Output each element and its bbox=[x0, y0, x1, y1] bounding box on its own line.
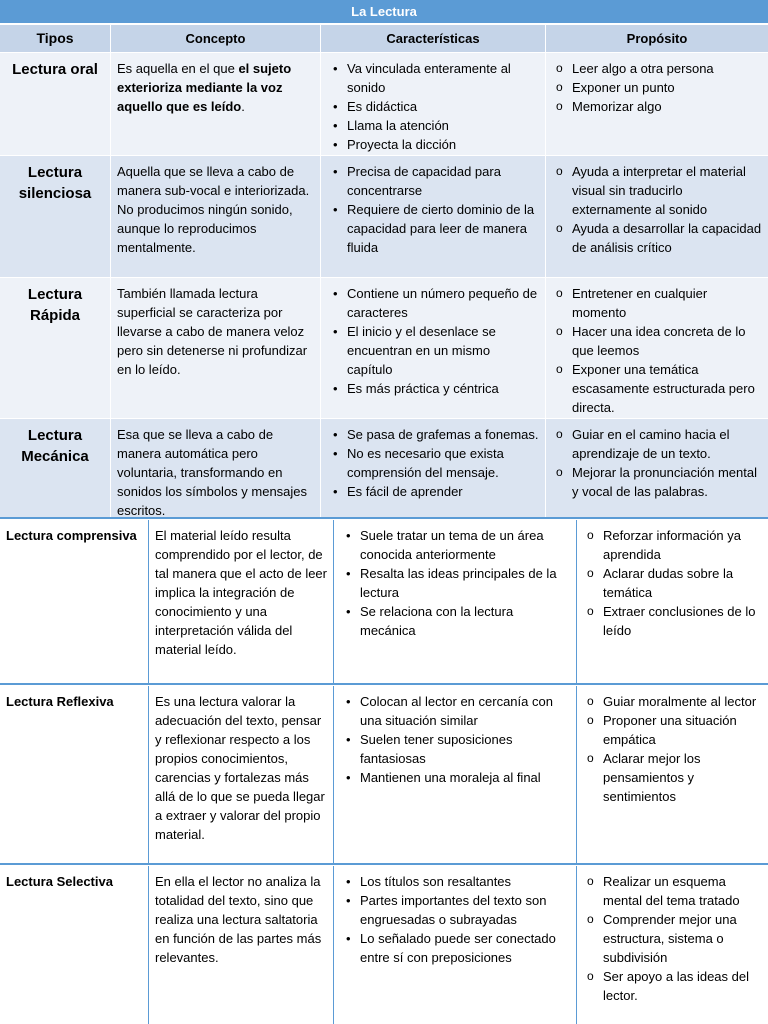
list-item: • Precisa de capacidad para concentrarse bbox=[327, 162, 539, 200]
list-item: • Lo señalado puede ser conectado entre sí con preposiciones bbox=[340, 929, 570, 967]
tipo-label: Lectura comprensiva bbox=[6, 528, 137, 543]
list-item: • Es didáctica bbox=[327, 97, 539, 116]
proposito-cell bbox=[545, 278, 768, 418]
list-item: o Aclarar mejor los pensamientos y sentimientos bbox=[583, 749, 762, 806]
tipo-label: Lectura oral bbox=[12, 61, 98, 78]
proposito-cell bbox=[576, 866, 768, 1024]
list-item: • Se relaciona con la lectura mecánica bbox=[340, 602, 570, 640]
tipo-label: Lectura Reflexiva bbox=[6, 694, 114, 709]
caracteristicas-cell bbox=[320, 419, 545, 517]
list-item: • Los títulos son resaltantes bbox=[340, 872, 570, 891]
proposito-cell bbox=[545, 156, 768, 277]
caracteristicas-cell bbox=[333, 866, 576, 1024]
list-item: • Es fácil de aprender bbox=[327, 482, 539, 501]
list-item: o Leer algo a otra persona bbox=[552, 59, 762, 78]
proposito-cell bbox=[545, 419, 768, 517]
list-item: o Exponer un punto bbox=[552, 78, 762, 97]
concepto-text: Es aquella en el que bbox=[117, 61, 239, 76]
tipo-cell bbox=[0, 866, 148, 1024]
list-item: o Memorizar algo bbox=[552, 97, 762, 116]
list-item: • Resalta las ideas principales de la lectura bbox=[340, 564, 570, 602]
concepto-bold-text: el sujeto exterioriza mediante la voz aquello que es leído bbox=[117, 61, 292, 114]
list-item: • Es más práctica y céntrica bbox=[327, 379, 539, 398]
caracteristicas-cell bbox=[333, 686, 576, 863]
list-item: o Ayuda a desarrollar la capacidad de análisis crítico bbox=[552, 219, 762, 257]
list-item: o Aclarar dudas sobre la temática bbox=[583, 564, 762, 602]
list-item: o Hacer una idea concreta de lo que leemos bbox=[552, 322, 762, 360]
list-item: • Partes importantes del texto son engruesadas o subrayadas bbox=[340, 891, 570, 929]
list-item: • Requiere de cierto dominio de la capacidad para leer de manera fluida bbox=[327, 200, 539, 257]
concepto-cell: Aquella que se lleva a cabo de manera sub-vocal e interiorizada. No producimos ningún sonido, aunque lo reproducimos mentalmente. bbox=[110, 156, 320, 277]
concepto-cell: Esa que se lleva a cabo de manera automática pero voluntaria, transformando en sonidos los símbolos y mensajes escritos. bbox=[110, 419, 320, 517]
tipo-cell bbox=[0, 53, 110, 155]
concepto-cell bbox=[110, 53, 320, 155]
list-item: • Llama la atención bbox=[327, 116, 539, 135]
list-item: o Mejorar la pronunciación mental y vocal de las palabras. bbox=[552, 463, 762, 501]
list-item: • Mantienen una moraleja al final bbox=[340, 768, 570, 787]
concepto-cell: También llamada lectura superficial se caracteriza por llevarse a cabo de manera veloz pero sin detenerse ni profundizar en lo leído. bbox=[110, 278, 320, 418]
caracteristicas-cell bbox=[320, 53, 545, 155]
list-item: • El inicio y el desenlace se encuentran en un mismo capítulo bbox=[327, 322, 539, 379]
tipo-cell bbox=[0, 278, 110, 418]
list-item: o Proponer una situación empática bbox=[583, 711, 762, 749]
list-item: o Guiar moralmente al lector bbox=[583, 692, 762, 711]
list-item: o Ser apoyo a las ideas del lector. bbox=[583, 967, 762, 1005]
table-row bbox=[0, 865, 768, 1024]
tipo-cell bbox=[0, 686, 148, 863]
list-item: o Comprender mejor una estructura, sistema o subdivisión bbox=[583, 910, 762, 967]
concepto-cell: Es una lectura valorar la adecuación del texto, pensar y reflexionar respecto a los propios conocimientos, carencias y fortalezas más allá de lo que se pueda llegar a extraer y valorar del propio material. bbox=[148, 686, 333, 863]
list-item: • Proyecta la dicción bbox=[327, 135, 539, 154]
header-concepto: Concepto bbox=[110, 25, 320, 52]
concepto-cell: El material leído resulta comprendido por el lector, de tal manera que el acto de leer implica la integración de conocimiento y una interpretación válida del material leído. bbox=[148, 520, 333, 683]
tipo-label: Lectura Selectiva bbox=[6, 874, 113, 889]
header-tipos: Tipos bbox=[36, 30, 74, 46]
table-row bbox=[0, 519, 768, 683]
list-item: o Guiar en el camino hacia el aprendizaje de un texto. bbox=[552, 425, 762, 463]
tipo-cell bbox=[0, 419, 110, 517]
proposito-cell bbox=[576, 686, 768, 863]
table-header-row bbox=[0, 24, 768, 52]
header-caracteristicas: Características bbox=[320, 25, 545, 52]
tipo-label: Lectura silenciosa bbox=[18, 164, 92, 202]
caracteristicas-cell bbox=[320, 156, 545, 277]
list-item: o Reforzar información ya aprendida bbox=[583, 526, 762, 564]
caracteristicas-cell bbox=[333, 520, 576, 683]
caracteristicas-cell bbox=[320, 278, 545, 418]
list-item: o Entretener en cualquier momento bbox=[552, 284, 762, 322]
table-row bbox=[0, 52, 768, 155]
list-item: • Suelen tener suposiciones fantasiosas bbox=[340, 730, 570, 768]
concepto-cell: En ella el lector no analiza la totalidad del texto, sino que realiza una lectura saltatoria en función de las partes más relevantes. bbox=[148, 866, 333, 1024]
list-item: • No es necesario que exista comprensión del mensaje. bbox=[327, 444, 539, 482]
proposito-cell bbox=[545, 53, 768, 155]
table-row bbox=[0, 685, 768, 863]
list-item: • Suele tratar un tema de un área conocida anteriormente bbox=[340, 526, 570, 564]
list-item: • Va vinculada enteramente al sonido bbox=[327, 59, 539, 97]
list-item: o Exponer una temática escasamente estructurada pero directa. bbox=[552, 360, 762, 417]
header-proposito: Propósito bbox=[545, 25, 768, 52]
list-item: • Contiene un número pequeño de caracteres bbox=[327, 284, 539, 322]
tipo-cell bbox=[0, 156, 110, 277]
table-row bbox=[0, 418, 768, 517]
tipo-cell bbox=[0, 520, 148, 683]
proposito-cell bbox=[576, 520, 768, 683]
tipo-label: Lectura Rápida bbox=[27, 286, 83, 324]
tipo-label: Lectura Mecánica bbox=[21, 427, 89, 465]
list-item: • Colocan al lector en cercanía con una situación similar bbox=[340, 692, 570, 730]
concepto-text-end: . bbox=[241, 99, 245, 114]
table-row bbox=[0, 277, 768, 418]
list-item: o Ayuda a interpretar el material visual sin traducirlo externamente al sonido bbox=[552, 162, 762, 219]
table-title: La Lectura bbox=[0, 0, 768, 24]
table-row bbox=[0, 155, 768, 277]
list-item: o Realizar un esquema mental del tema tratado bbox=[583, 872, 762, 910]
list-item: o Extraer conclusiones de lo leído bbox=[583, 602, 762, 640]
list-item: • Se pasa de grafemas a fonemas. bbox=[327, 425, 539, 444]
